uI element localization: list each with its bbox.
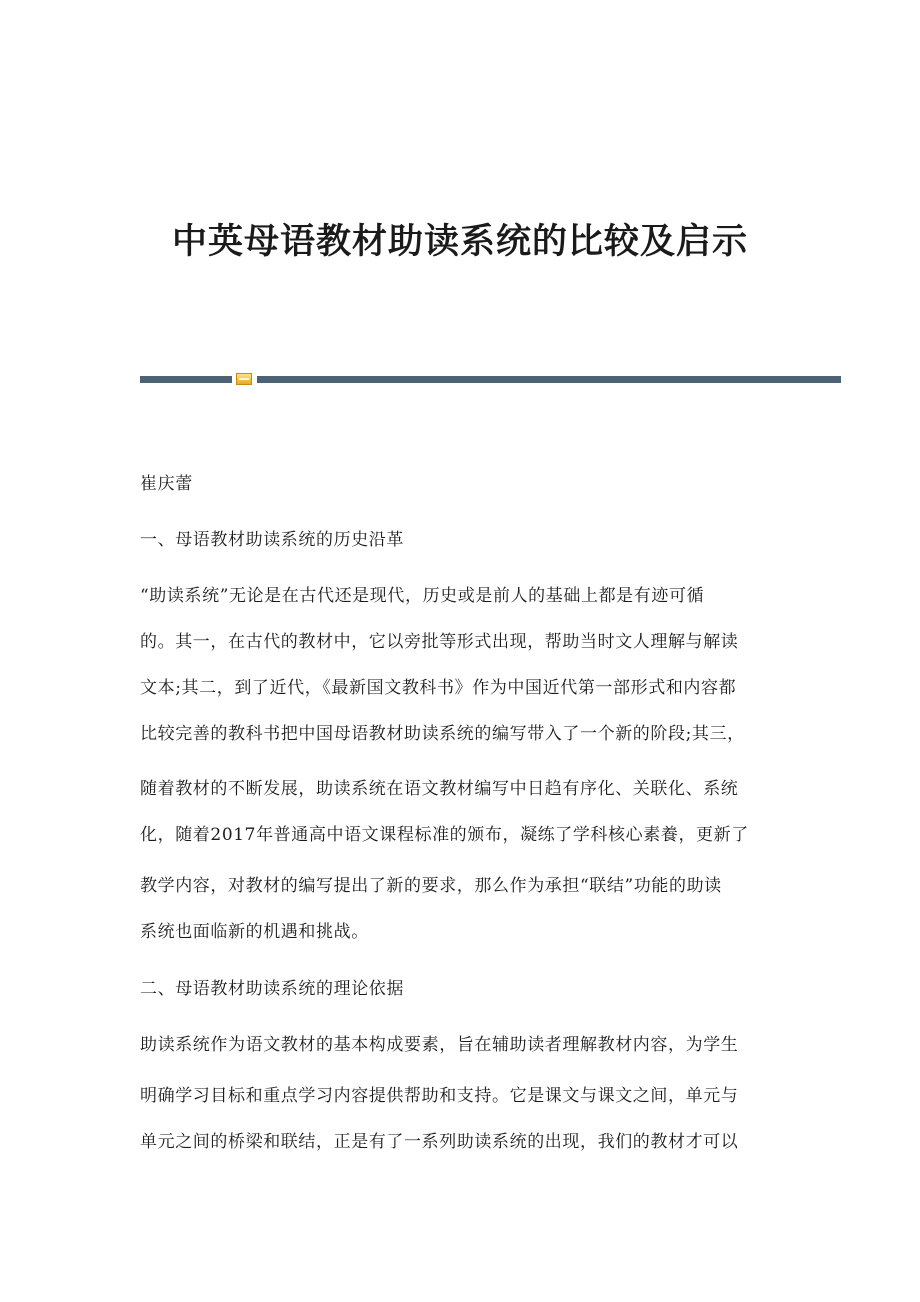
paragraph-1-line: 随着教材的不断发展，助读系统在语文教材编写中日趋有序化、关联化、系统 [140, 779, 739, 799]
divider-bar-right [257, 376, 841, 383]
paragraph-2-line: 明确学习目标和重点学习内容提供帮助和支持。它是课文与课文之间，单元与 [140, 1086, 739, 1106]
title-divider [140, 372, 841, 386]
paragraph-1-line: 文本;其二，到了近代，《最新国文教科书》作为中国近代第一部形式和内容都 [140, 678, 737, 698]
paragraph-2-line: 单元之间的桥梁和联结，正是有了一系列助读系统的出现，我们的教材才可以 [140, 1132, 739, 1152]
paragraph-1-line: 系统也面临新的机遇和挑战。 [140, 922, 369, 942]
paragraph-1-line: “助读系统”无论是在古代还是现代，历史或是前人的基础上都是有迹可循 [140, 586, 705, 606]
paragraph-1-line: 化，随着2017年普通高中语文课程标准的颁布，凝练了学科核心素養，更新了 [140, 825, 749, 845]
paragraph-1-line: 教学内容，对教材的编写提出了新的要求，那么作为承担“联结”功能的助读 [140, 876, 722, 896]
document-title: 中英母语教材助读系统的比较及启示 [171, 221, 748, 262]
divider-bar-left [140, 376, 232, 383]
divider-emblem-icon [236, 373, 252, 385]
section-heading-2: 二、母语教材助读系统的理论依据 [140, 979, 404, 999]
author-name: 崔庆蕾 [140, 474, 193, 494]
paragraph-1-line: 的。其一，在古代的教材中，它以旁批等形式出现，帮助当时文人理解与解读 [140, 632, 739, 652]
paragraph-2-line: 助读系统作为语文教材的基本构成要素，旨在辅助读者理解教材内容，为学生 [140, 1035, 739, 1055]
section-heading-1: 一、母语教材助读系统的历史沿革 [140, 530, 404, 550]
paragraph-1-line: 比较完善的教科书把中国母语教材助读系统的编写带入了一个新的阶段;其三， [140, 724, 745, 744]
